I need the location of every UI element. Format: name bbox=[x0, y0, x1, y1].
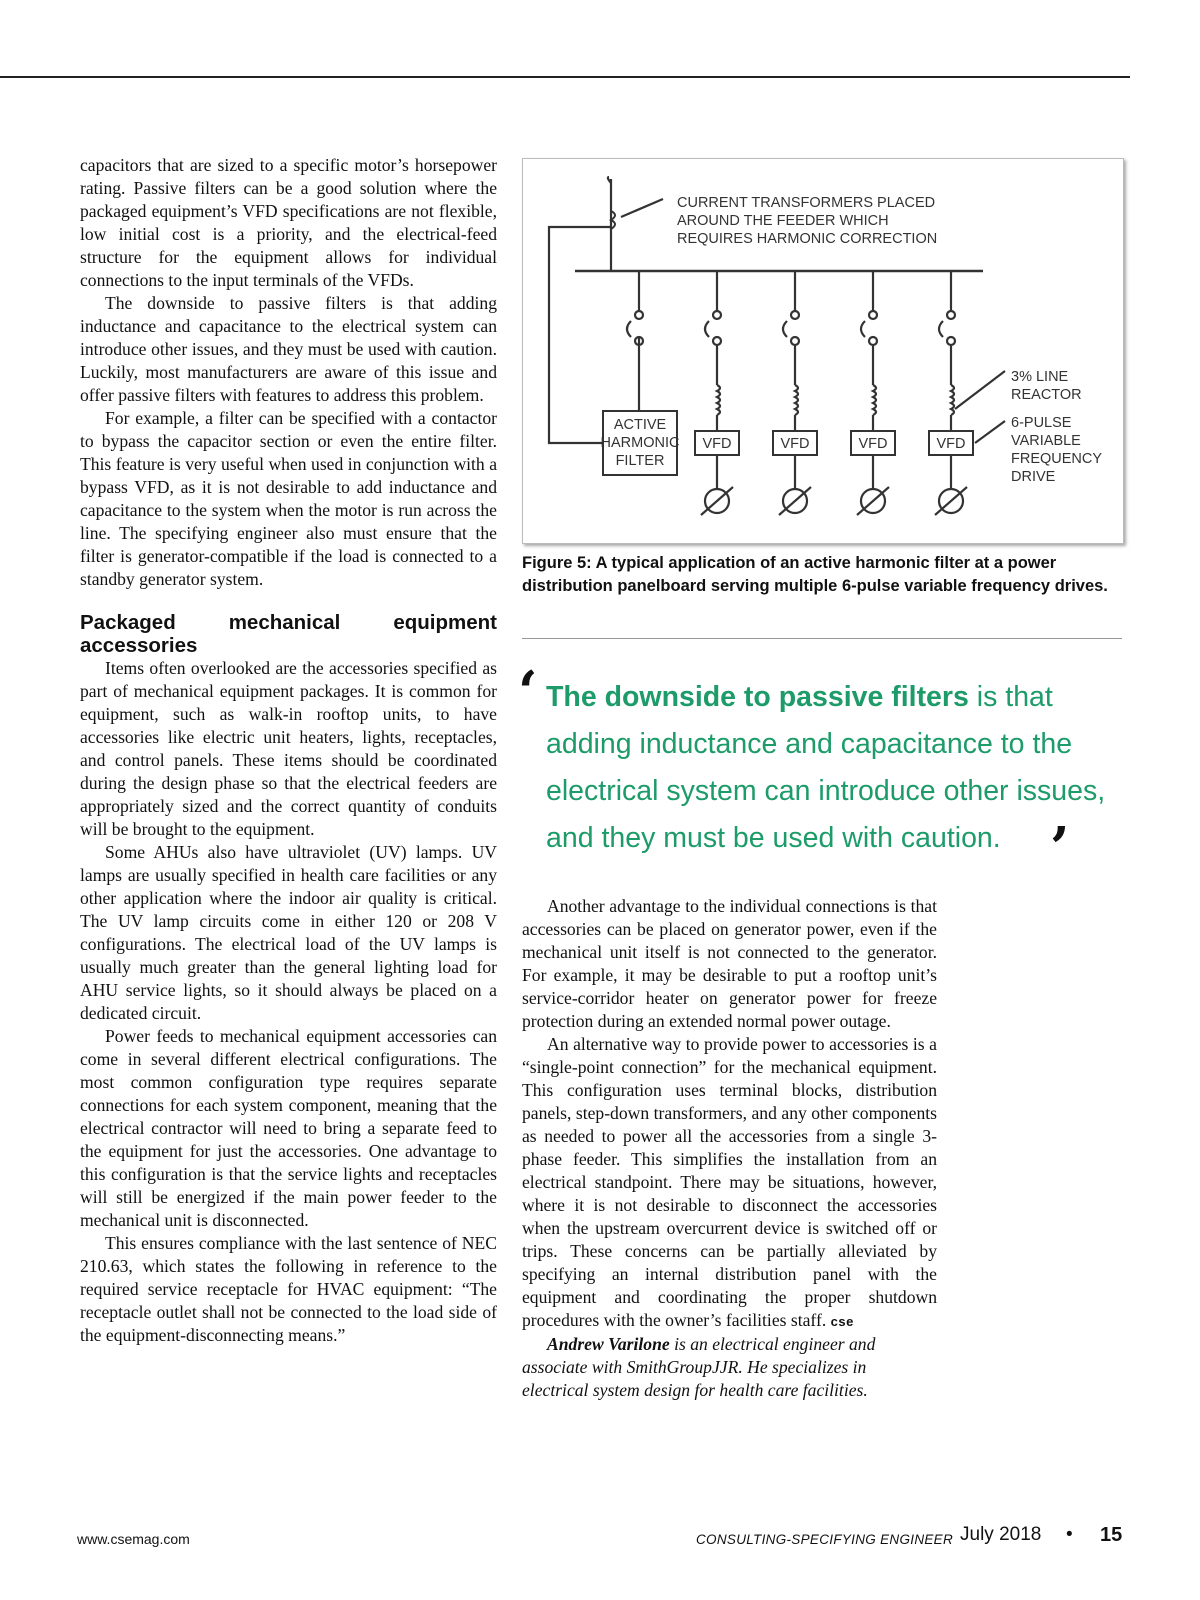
figure-caption: Figure 5: A typical application of an active harmonic filter at a power distribution panelboard serving multiple 6-pulse variable frequency drives. bbox=[522, 554, 1108, 595]
ct-label-line: AROUND THE FEEDER WHICH bbox=[677, 213, 889, 229]
footer-url[interactable]: www.csemag.com bbox=[77, 1531, 190, 1547]
caption-divider bbox=[522, 638, 1122, 639]
vfd-label: VFD bbox=[702, 436, 732, 452]
body-paragraph: For example, a filter can be specified with a contactor to bypass the capacitor section or even the entire filter. This feature is very useful when used in conjunction with a bypass VFD, as it is not desirable to add inductance and capacitance to the system when the motor is run across the line. The specifying engineer also must ensure that the filter is generator-compatible if the load is connected to a standby generator system. bbox=[80, 408, 497, 589]
vfd-label: VFD bbox=[936, 436, 966, 452]
author-bio-text: is an electrical engineer and associate with SmithGroupJJR. He specializes in electrical system design for health care facilities. bbox=[522, 1334, 876, 1400]
drive-label-line: DRIVE bbox=[1011, 469, 1056, 485]
section-heading: Packaged mechanical equipment accessories bbox=[80, 611, 497, 657]
reactor-label-line: REACTOR bbox=[1011, 387, 1082, 403]
vfd-branch bbox=[857, 271, 889, 515]
author-name: Andrew Varilone bbox=[547, 1334, 670, 1354]
reactor-label-line: 3% LINE bbox=[1011, 369, 1069, 385]
drive-label-line: FREQUENCY bbox=[1011, 451, 1103, 467]
footer-publication: CONSULTING-SPECIFYING ENGINEER bbox=[696, 1532, 954, 1547]
vfd-label: VFD bbox=[780, 436, 810, 452]
page-number: 15 bbox=[1100, 1524, 1123, 1546]
body-paragraph bbox=[522, 1033, 937, 1333]
close-quote-mark: ’ bbox=[1050, 815, 1070, 881]
pull-quote-text: is that adding inductance and capacitance to the electrical system can introduce other issues, and they must be used with caution. bbox=[546, 681, 1106, 854]
ct-label-line: REQUIRES HARMONIC CORRECTION bbox=[677, 231, 938, 247]
harmonic-filter-diagram bbox=[523, 159, 1123, 543]
drive-label-line: 6-PULSE bbox=[1011, 415, 1072, 431]
cse-end-mark: cse bbox=[830, 1314, 854, 1329]
drive-label-line: VARIABLE bbox=[1011, 433, 1081, 449]
vfd-branch bbox=[701, 271, 733, 515]
footer-bullet: • bbox=[1066, 1524, 1073, 1545]
body-paragraph: Power feeds to mechanical equipment accessories can come in several different electrical configurations. The most common configuration type requires separate connections for each system component, meaning that the electrical contractor will need to bring a separate feed to the equipment for just the accessories. One advantage to this configuration is that the service lights and receptacles will still be energized if the main power feeder to the mechanical unit is disconnected. bbox=[80, 1026, 497, 1230]
ct-label-line: CURRENT TRANSFORMERS PLACED bbox=[677, 195, 936, 211]
pull-quote-emphasis: The downside to passive filters bbox=[546, 681, 969, 713]
left-column bbox=[80, 154, 497, 1347]
body-paragraph: This ensures compliance with the last sentence of NEC 210.63, which states the following in reference to the required service receptacle for HVAC equipment: “The receptacle outlet shall not be connected to the load side of the equipment-disconnecting means.” bbox=[80, 1233, 497, 1345]
body-paragraph-text: An alternative way to provide power to accessories is a “single-point connection” for the mechanical equipment. This configuration uses terminal blocks, distribution panels, step-down transformers, and any other components as needed to power all the accessories from a single 3-phase feeder. This simplifies the installation from an electrical standpoint. There may be situations, however, where it is not desirable to disconnect the accessories when the upstream overcurrent device is switched off or trips. These concerns can be partially alleviated by specifying an internal distribution panel with the equipment and coordinating the proper shutdown procedures with the owner’s facilities staff. bbox=[522, 1034, 937, 1330]
body-paragraph: Some AHUs also have ultraviolet (UV) lamps. UV lamps are usually specified in health care facilities or any other application where the indoor air quality is critical. The UV lamp circuits come in either 120 or 208 V configurations. The electrical load of the UV lamps is usually much greater than the general lighting load for AHU service lights, so it should always be placed on a dedicated circuit. bbox=[80, 842, 497, 1023]
filter-label-line: ACTIVE bbox=[613, 417, 667, 433]
body-paragraph: Items often overlooked are the accessories specified as part of mechanical equipment packages. It is common for equipment, such as walk-in rooftop units, to have accessories like electric unit heaters, lights, receptacles, and control panels. These items should be coordinated during the design phase so that the electrical feeders are appropriately sized and the correct quantity of conduits will be brought to the equipment. bbox=[80, 658, 497, 839]
open-quote-mark: ‘ bbox=[518, 659, 538, 725]
vfd-branch bbox=[779, 271, 811, 515]
vfd-branch bbox=[935, 271, 967, 515]
body-paragraph: Another advantage to the individual connections is that accessories can be placed on generator power, even if the mechanical unit itself is not connected to the generator. For example, it may be desirable to put a rooftop unit’s service-corridor heater on generator power for freeze protection during an extended normal power outage. bbox=[522, 896, 937, 1031]
body-paragraph: The downside to passive filters is that adding inductance and capacitance to the electrical system can introduce other issues, and they must be used with caution. Luckily, most manufacturers are aware of this issue and offer passive filters with features to address this problem. bbox=[80, 293, 497, 405]
filter-label-line: FILTER bbox=[615, 453, 665, 469]
body-paragraph: capacitors that are sized to a specific motor’s horsepower rating. Passive filters can be a good solution where the packaged equipment’s VFD specifications are not flexible, low initial cost is a priority, and the electrical-feed structure for the equipment allows for individual connections to the input terminals of the VFDs. bbox=[80, 155, 497, 290]
vfd-label: VFD bbox=[858, 436, 888, 452]
right-column bbox=[522, 895, 937, 1402]
figure-5-diagram bbox=[522, 158, 1124, 544]
footer-date: July 2018 bbox=[960, 1524, 1042, 1545]
header-rule bbox=[0, 76, 1130, 78]
author-bio bbox=[522, 1333, 937, 1402]
filter-label-line: HARMONIC bbox=[600, 435, 680, 451]
